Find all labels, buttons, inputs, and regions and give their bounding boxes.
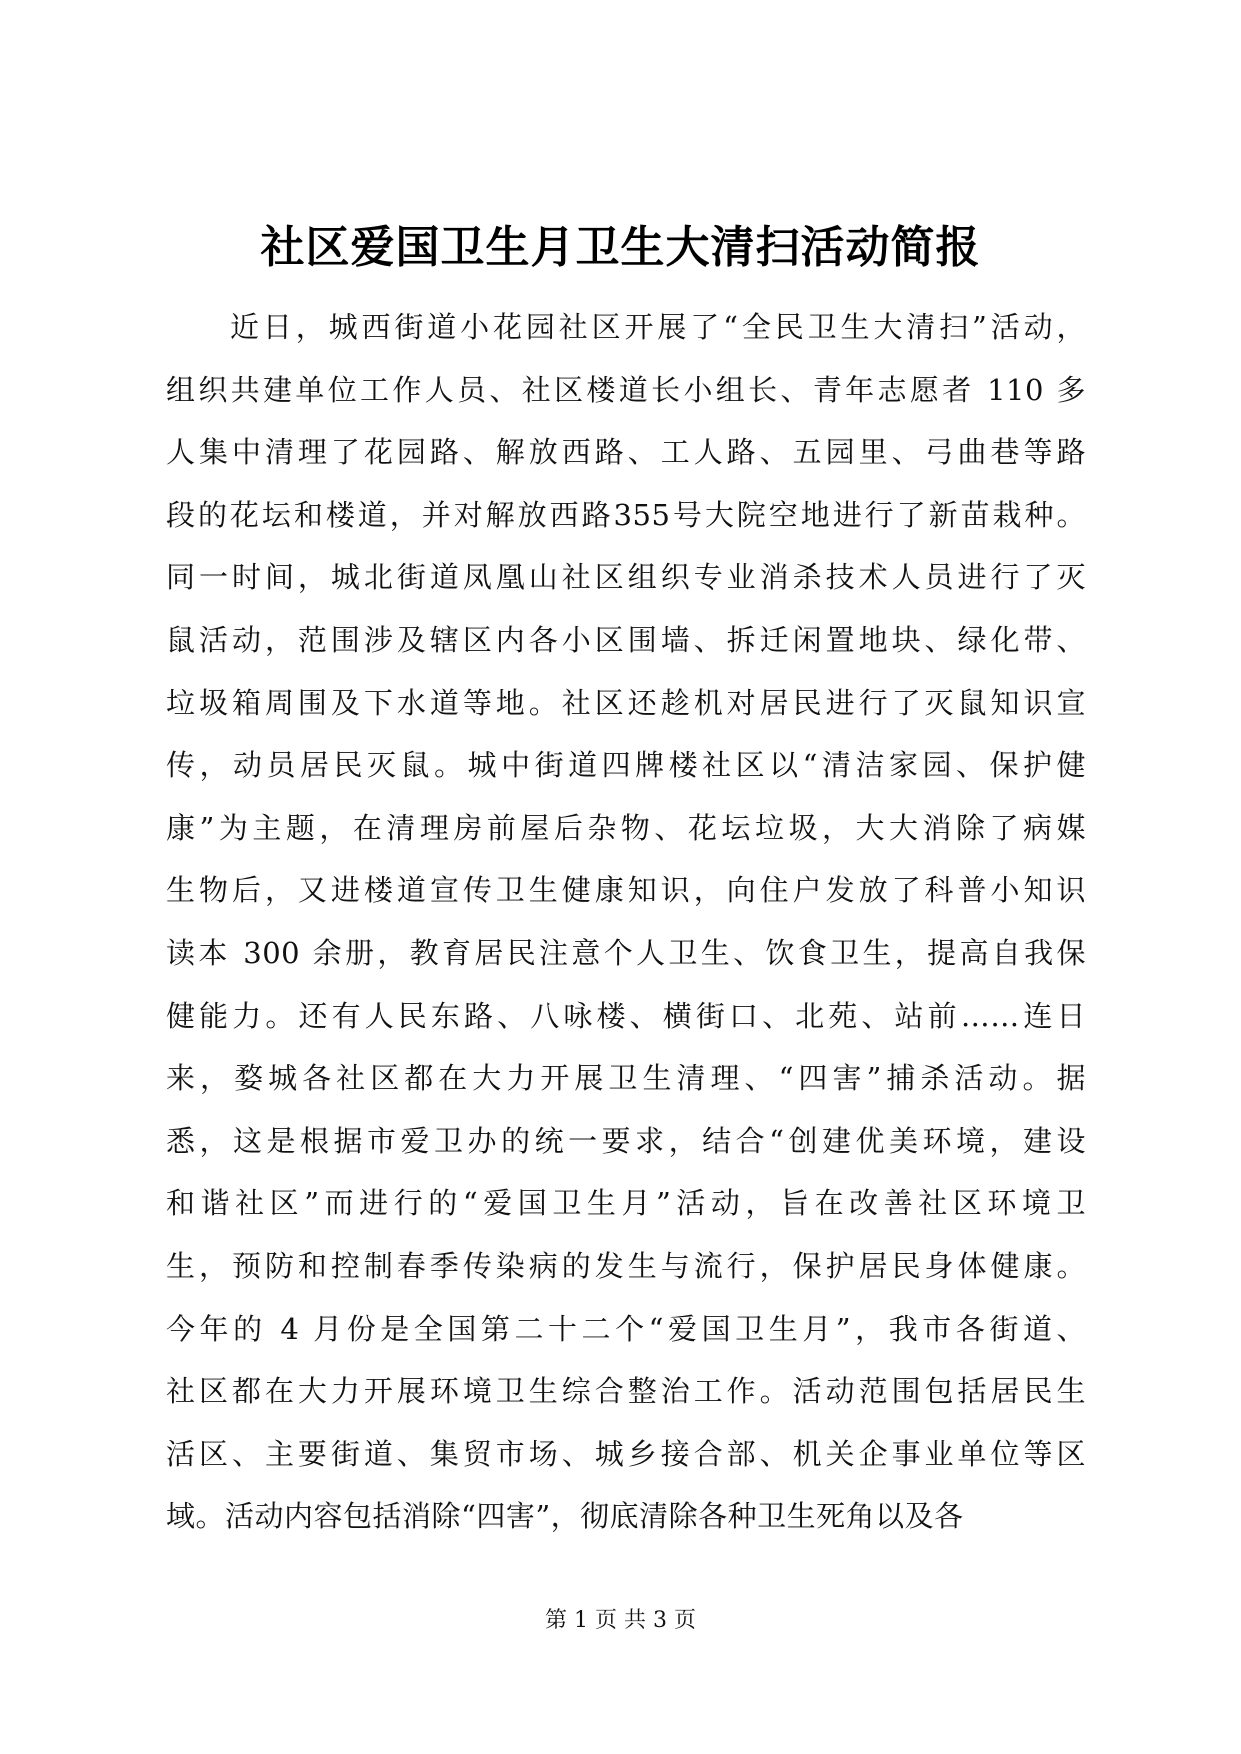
document-body: [166, 296, 1086, 1548]
body-line: 生，预防和控制春季传染病的发生与流行，保护居民身体健康。: [166, 1248, 1086, 1283]
body-line: 组织共建单位工作人员、社区楼道长小组长、青年志愿者 110 多: [166, 372, 1086, 407]
document-title: 社区爱国卫生月卫生大清扫活动简报: [260, 222, 981, 273]
body-line: 鼠活动，范围涉及辖区内各小区围墙、拆迁闲置地块、绿化带、: [166, 622, 1086, 657]
body-line: 传，动员居民灭鼠。城中街道四牌楼社区以“清洁家园、保护健: [166, 748, 1086, 783]
body-line: 域。活动内容包括消除“四害”，彻底清除各种卫生死角以及各: [166, 1499, 964, 1534]
body-line: 活区、主要街道、集贸市场、城乡接合部、机关企事业单位等区: [166, 1436, 1086, 1471]
body-line: 社区都在大力开展环境卫生综合整治工作。活动范围包括居民生: [166, 1374, 1086, 1409]
body-line: 垃圾箱周围及下水道等地。社区还趁机对居民进行了灭鼠知识宣: [166, 685, 1086, 720]
body-line: 康”为主题，在清理房前屋后杂物、花坛垃圾，大大消除了病媒: [166, 810, 1086, 845]
body-line: 近日，城西街道小花园社区开展了“全民卫生大清扫”活动，: [230, 310, 1086, 344]
body-line: 和谐社区”而进行的“爱国卫生月”活动，旨在改善社区环境卫: [166, 1186, 1086, 1221]
body-line: 健能力。还有人民东路、八咏楼、横街口、北苑、站前……连日: [166, 998, 1086, 1033]
body-line: 来，婺城各社区都在大力开展卫生清理、“四害”捕杀活动。据: [166, 1061, 1086, 1096]
body-line: 同一时间，城北街道凤凰山社区组织专业消杀技术人员进行了灭: [166, 560, 1086, 595]
body-line: 今年的 4 月份是全国第二十二个“爱国卫生月”，我市各街道、: [166, 1311, 1086, 1346]
body-line: 读本 300 余册，教育居民注意个人卫生、饮食卫生，提高自我保: [166, 935, 1086, 970]
body-line: 生物后，又进楼道宣传卫生健康知识，向住户发放了科普小知识: [166, 873, 1086, 908]
page-footer: 第 1 页 共 3 页: [545, 1608, 696, 1633]
body-line: 段的花坛和楼道，并对解放西路355号大院空地进行了新苗栽种。: [166, 497, 1086, 532]
body-line: 人集中清理了花园路、解放西路、工人路、五园里、弓曲巷等路: [166, 435, 1086, 470]
body-line: 悉，这是根据市爱卫办的统一要求，结合“创建优美环境，建设: [166, 1123, 1086, 1158]
